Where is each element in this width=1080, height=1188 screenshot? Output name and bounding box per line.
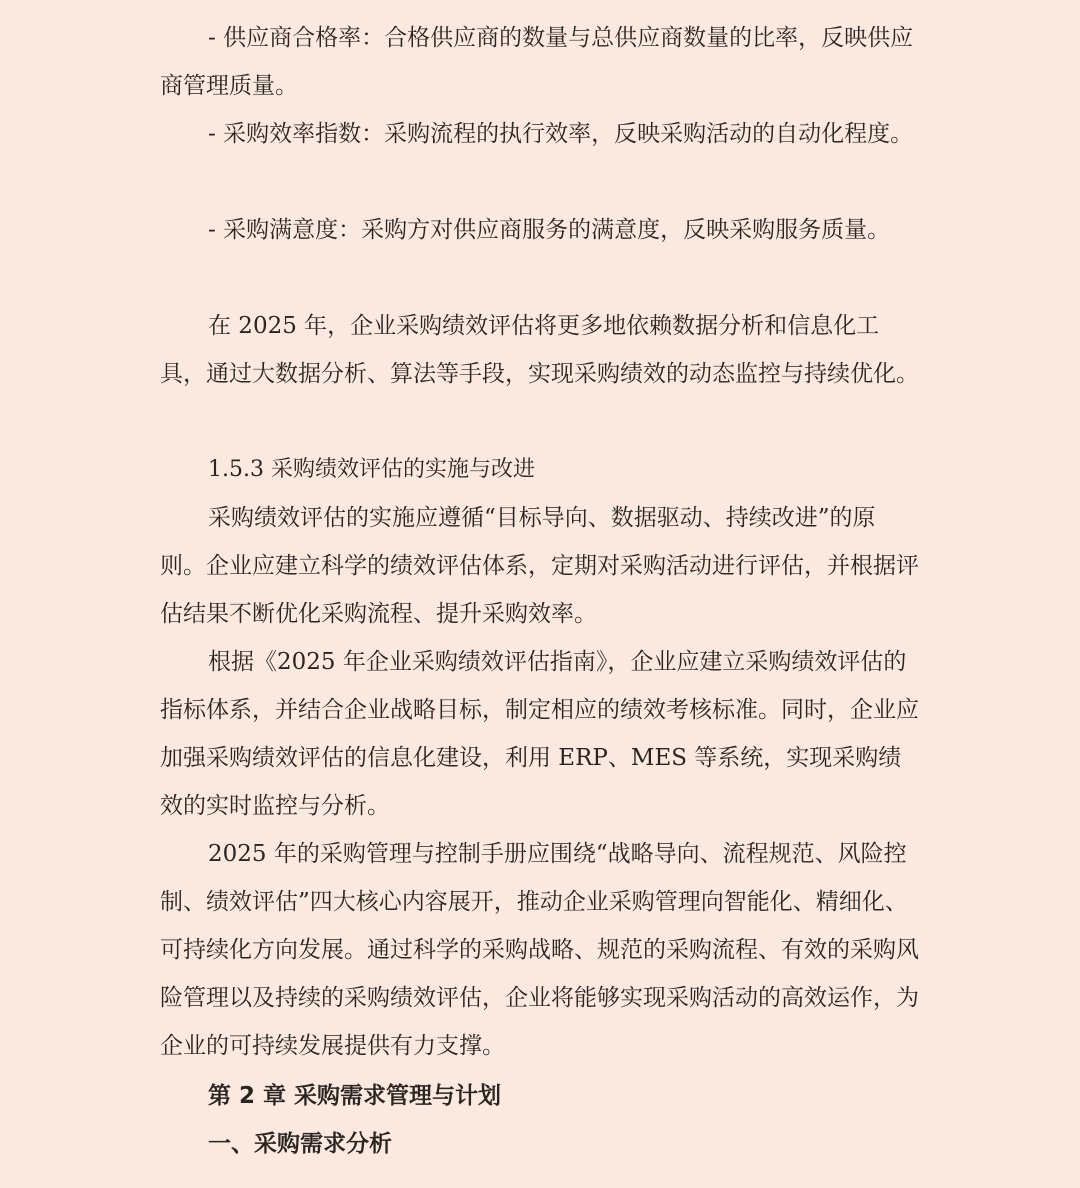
paragraph-2025-manual-summary: 2025 年的采购管理与控制手册应围绕“战略导向、流程规范、风险控制、绩效评估”四大核心内容展开，推动企业采购管理向智能化、精细化、可持续化方向发展。通过科学的采购战略、规范的采购流程、有效的采购风险管理以及持续的采购绩效评估，企业将能够实现采购活动的高效运作，为企业的可持续发展提供有力支撑。 (160, 841, 919, 1059)
paragraph-supplier-pass-rate: - 供应商合格率：合格供应商的数量与总供应商数量的比率，反映供应商管理质量。 (160, 25, 914, 99)
subsection-heading-1-5-3: 1.5.3 采购绩效评估的实施与改进 (208, 457, 535, 482)
chapter-heading: 第 2 章 采购需求管理与计划 (208, 1083, 502, 1109)
paragraph-procurement-efficiency-index: - 采购效率指数：采购流程的执行效率，反映采购活动的自动化程度。 (208, 121, 914, 147)
paragraph-implementation-principles: 采购绩效评估的实施应遵循“目标导向、数据驱动、持续改进”的原则。企业应建立科学的绩效评估体系，定期对采购活动进行评估，并根据评估结果不断优化采购流程、提升采购效率。 (160, 505, 919, 627)
paragraph-evaluation-guide: 根据《2025 年企业采购绩效评估指南》，企业应建立采购绩效评估的指标体系，并结合企业战略目标，制定相应的绩效考核标准。同时，企业应加强采购绩效评估的信息化建设，利用 ERP、MES 等系统，实现采购绩效的实时监控与分析。 (160, 649, 919, 819)
paragraph-2025-evaluation: 在 2025 年，企业采购绩效评估将更多地依赖数据分析和信息化工具，通过大数据分析、算法等手段，实现采购绩效的动态监控与持续优化。 (160, 313, 919, 387)
section-heading: 一、采购需求分析 (208, 1131, 392, 1157)
paragraph-procurement-satisfaction: - 采购满意度：采购方对供应商服务的满意度，反映采购服务质量。 (208, 217, 891, 243)
